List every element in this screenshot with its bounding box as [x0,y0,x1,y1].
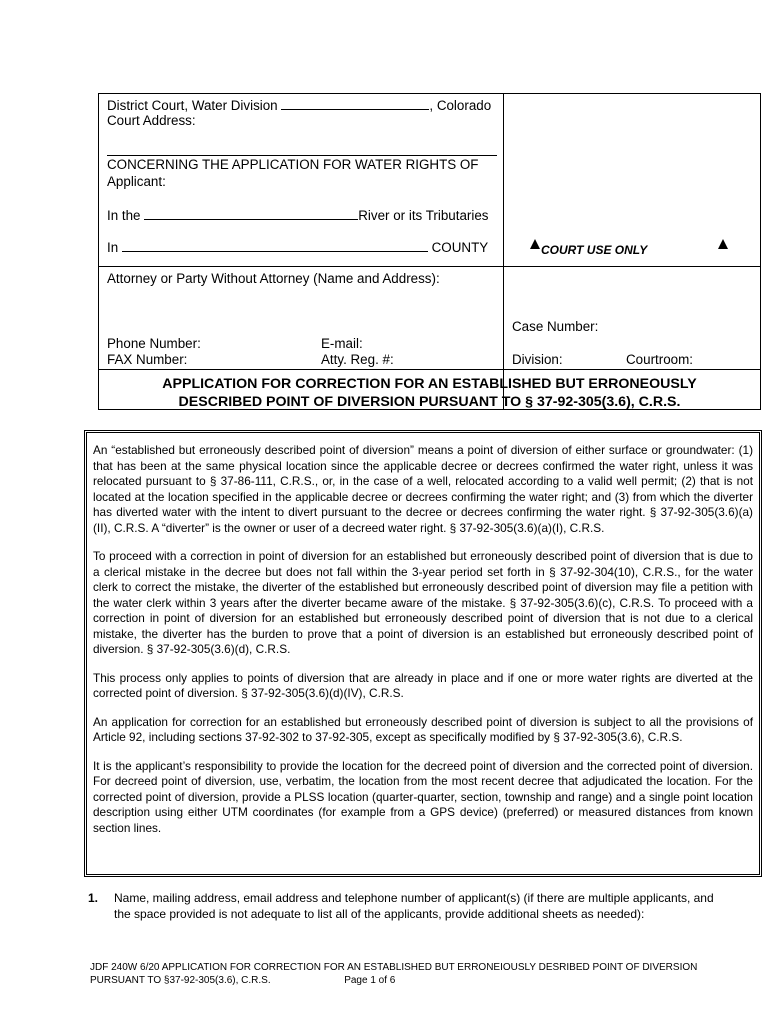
courtroom-label: Courtroom: [626,352,693,367]
email-label: E-mail: [321,336,363,351]
court-address-label: Court Address: [107,113,196,128]
question-1-number: 1. [88,891,99,905]
caption-title-divider [99,369,760,370]
form-title-line1: APPLICATION FOR CORRECTION FOR AN ESTABLISHED BUT ERRONEOUSLY [162,376,697,392]
court-use-only-label: COURT USE ONLY [541,243,648,257]
phone-label: Phone Number: [107,336,201,351]
instructions-paragraph: An application for correction for an established but erroneously described point of diversion is subject to all the provisions of Article 92, including sections 37-92-302 to 37-92-305, except as specifically modified by § 37-92-305(3.6), C.R.S. [93,714,753,744]
form-title-line2: DESCRIBED POINT OF DIVERSION PURSUANT TO § 37-92-305(3.6), C.R.S. [178,394,681,410]
caption-divider [99,266,760,267]
instructions-paragraph: This process only applies to points of diversion that are already in place and if one or more water rights are diverted at the corrected point of diversion. § 37-92-305(3.6)(d)(IV), C.R.S. [93,670,753,700]
triangle-up-icon [718,239,728,249]
county-label: COUNTY [431,240,489,255]
footer-line2 [90,975,697,988]
in-the-label: In the [107,208,141,223]
river-blank[interactable] [144,207,358,220]
applicant-label: Applicant: [107,174,166,189]
water-division-blank[interactable] [281,97,429,110]
instructions-paragraph: It is the applicant’s responsibility to provide the location for the decreed point of diversion and the corrected point of diversion. For decreed point of diversion, use, verbatim, the location from the most recent decree that adjudicated the location. For the corrected point of diversion, provide a PLSS location (quarter-quarter, section, township and range) and a single point location description using either UTM coordinates (for example from a GPS device) (preferred) or measured distances from known section lines. [93,758,753,835]
concerning-label: CONCERNING THE APPLICATION FOR WATER RIGHTS OF [107,157,479,172]
district-label: District Court, Water Division [107,98,278,113]
question-1-text: Name, mailing address, email address and telephone number of applicant(s) (if there are multiple applicants, and the space provided is not adequate to list all of the applicants, provide additional sheets as needed): [114,891,714,921]
caption-left-panel [99,94,504,409]
page-number: Page 1 of 6 [344,974,396,986]
county-blank[interactable] [122,239,428,252]
river-label: River or its Tributaries [358,208,489,223]
case-number-label: Case Number: [512,319,599,334]
atty-reg-label: Atty. Reg. #: [321,352,394,367]
footer-line1: JDF 240W 6/20 APPLICATION FOR CORRECTION FOR AN ESTABLISHED BUT ERRONEIOUSLY DESRIBED POINT OF DIVERSION [90,962,698,973]
triangle-up-icon [530,239,540,249]
fax-label: FAX Number: [107,352,188,367]
instructions-box [84,430,762,877]
colorado-label: , Colorado [429,98,492,113]
question-1 [88,890,728,922]
attorney-label: Attorney or Party Without Attorney (Name and Address): [107,271,440,286]
district-line [107,97,491,114]
in-label: In [107,240,119,255]
division-label: Division: [512,352,563,367]
instructions-paragraph: To proceed with a correction in point of diversion for an established but erroneously described point of diversion that is due to a clerical mistake in the decree but does not fall within the 3-year period set forth in § 37-92-304(10), C.R.S., for the water clerk to correct the mistake, the diverter of the established but erroneously described point of diversion may file a petition with the water clerk within 3 years after the diverter became aware of the mistake. § 37-92-305(3.6)(c), C.R.S. To proceed with a correction in point of diversion for an established but erroneously described point of diversion that is not due to a clerical mistake, the diverter has the burden to prove that a point of diversion is an established but erroneously described point of diversion. § 37-92-305(3.6)(d), C.R.S. [93,549,753,656]
instructions-paragraph: An “established but erroneously described point of diversion” means a point of diversion of either surface or groundwater: (1) that has been at the same physical location since the applicable decree or decrees confirmed the water right, unless it was relocated pursuant to § 37-86-111, C.R.S., or, in the case of a well, relocated according to a valid well permit; (2) that is not located at the location specified in the applicable decree or decrees confirming the water right; and (3) from which the diverter has diverted water with the intent to divert pursuant to the decree or decrees confirming the water right. § 37-92-305(3.6)(a)(II), C.R.S. A “diverter” is the owner or user of a decreed water right. § 37-92-305(3.6)(a)(I), C.R.S. [93,443,753,535]
caption-right-panel [504,94,760,409]
page-footer [90,962,697,987]
county-line [107,239,488,256]
court-address-rule[interactable] [107,155,497,156]
in-the-line [107,207,488,224]
caption-box [98,93,761,410]
footer-statute: PURSUANT TO §37-92-305(3.6), C.R.S. [90,974,271,986]
